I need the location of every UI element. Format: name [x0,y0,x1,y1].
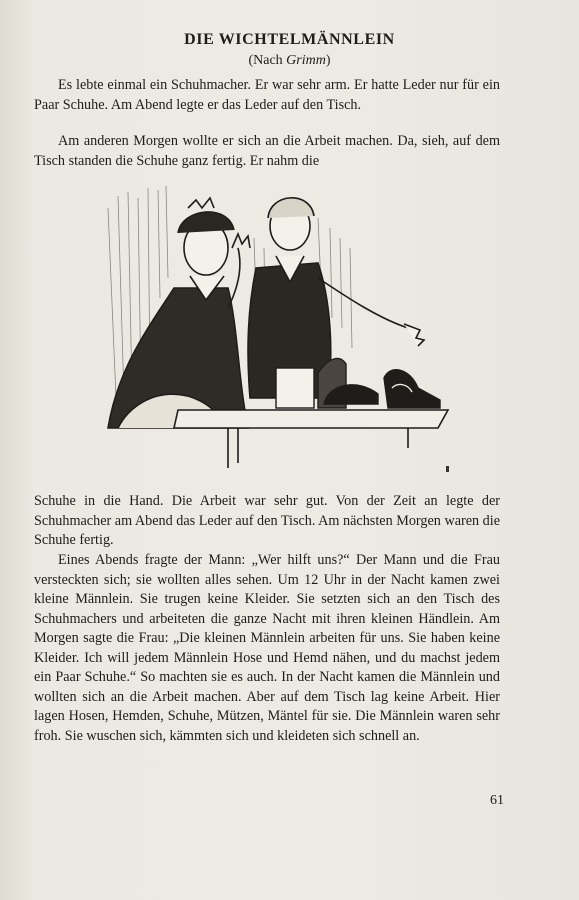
paragraph-1: Es lebte einmal ein Schuhmacher. Er war sehr arm. Er hatte Leder nur für ein Paar Schuhe. Am Abend legte er das Leder auf den Tisch. [34,77,500,113]
story-subtitle [0,53,579,69]
paragraph-3: Schuhe in die Hand. Die Arbeit war sehr gut. Von der Zeit an legte der Schuhmacher am Abend das Leder auf den Tisch. Am nächsten Morgen waren die Schuhe fertig. [34,493,500,548]
subtitle-prefix: (Nach [248,53,287,68]
shoemaker-illustration [78,178,463,478]
story-title: DIE WICHTELMÄNNLEIN [184,31,395,48]
paragraph-2: Am anderen Morgen wollte er sich an die Arbeit machen. Da, sieh, auf dem Tisch standen die Schuhe ganz fertig. Er nahm die [34,133,500,169]
print-mark [446,466,449,472]
subtitle-author: Grimm [286,53,326,68]
subtitle-suffix: ) [325,53,331,68]
paragraph-4: Eines Abends fragte der Mann: „Wer hilft uns?“ Der Mann und die Frau versteckten sich; sie wollten alles sehen. Um 12 Uhr in der Nacht kamen zwei kleine Männlein. Sie trugen keine Kleider. Sie setzten sich an den Tisch des Schuhmachers und arbeiteten die ganze Nacht mit ihren kleinen Händlein. Am Morgen sagte die Frau: „Die kleinen Männlein arbeiten für uns. Sie haben keine Kleider. Ich will jedem Männlein Hose und Hemd nähen, und du machst jedem ein Paar Schuhe.“ So machten sie es auch. In der Nacht kamen die Männlein und wollten sich an die Arbeit machen. Aber auf dem Tisch lag keine Arbeit. Hier lagen Hosen, Hemden, Schuhe, Mützen, Mäntel für sie. Die Männlein waren sehr froh. Sie wuschen sich, kämmten sich und kleideten sich schnell an. [34,552,500,744]
page-number: 61 [490,793,504,808]
